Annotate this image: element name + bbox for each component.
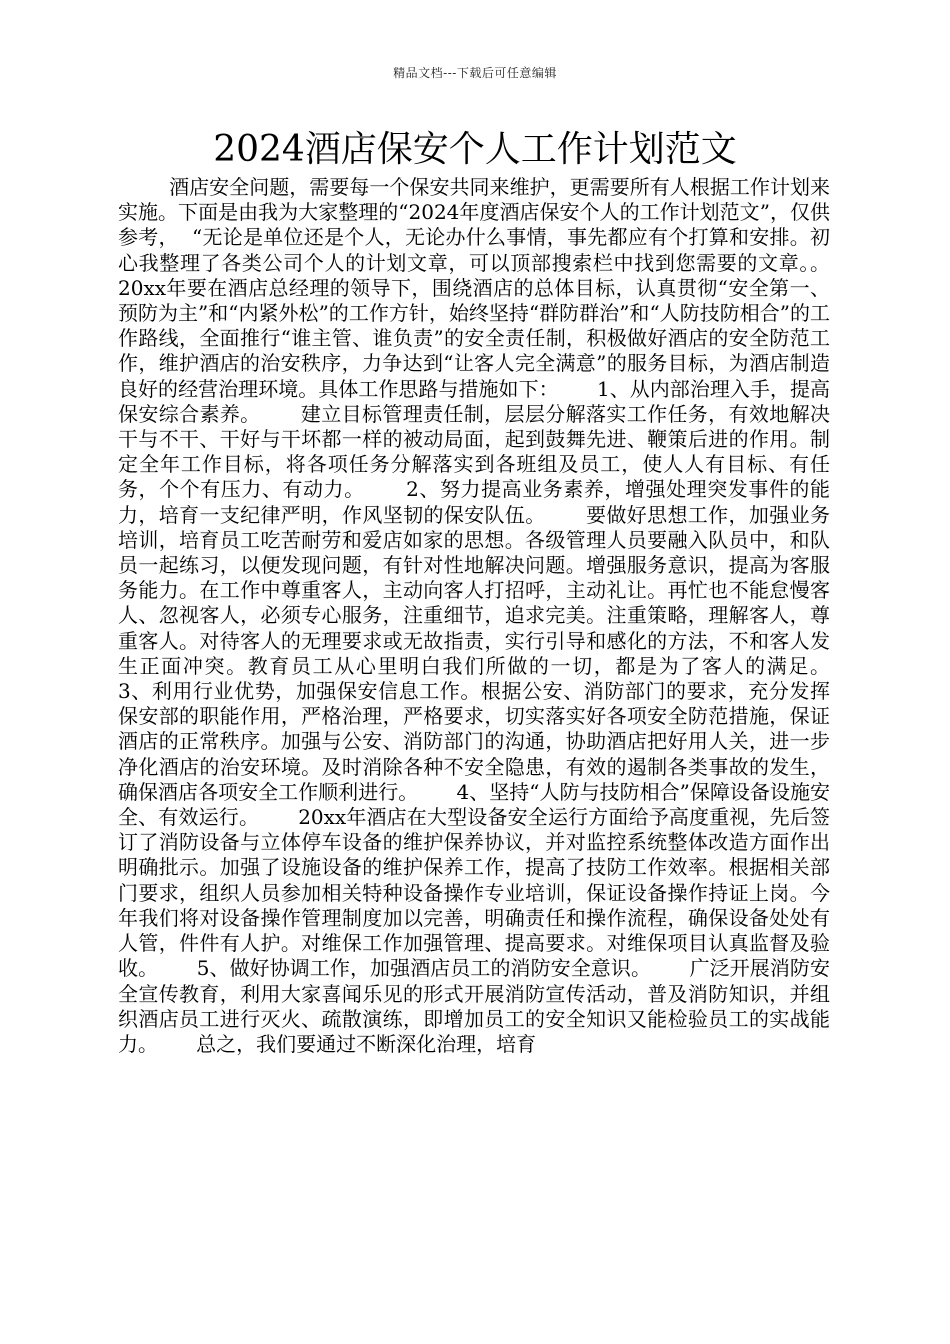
document-body-text: 酒店安全问题，需要每一个保安共同来维护，更需要所有人根据工作计划来实施。下面是由我为大家整理的“2024年度酒店保安个人的工作计划范文”，仅供参考， “无论是单位还是个人，无论办什么事情，事先都应有个打算和安排。初心我整理了各类公司个人的计划文章，可以顶部搜索栏中找到您需要的文章。。 20xx年要在酒店总经理的领导下，围绕酒店的总体目标，认真贯彻“安全第一、预防为主”和“内紧外松”的工作方针，始终坚持“群防群治”和“人防技防相合”的工作路线，全面推行“谁主管、谁负责”的安全责任制，积极做好酒店的安全防范工作，维护酒店的治安秩序，力争达到“让客人完全满意”的服务目标，为酒店制造良好的经营治理环境。具体工作思路与措施如下： 1、从内部治理入手，提高保安综合素养。 建立目标管理责任制，层层分解落实工作任务，有效地解决干与不干、干好与干坏都一样的被动局面，起到鼓舞先进、鞭策后进的作用。制定全年工作目标，将各项任务分解落实到各班组及员工，使人人有目标、有任务，个个有压力、有动力。 2、努力提高业务素养，增强处理突发事件的能力，培育一支纪律严明，作风坚韧的保安队伍。 要做好思想工作，加强业务培训，培育员工吃苦耐劳和爱店如家的思想。各级管理人员要融入队员中，和队员一起练习，以便发现问题，有针对性地解决问题。增强服务意识，提高为客服务能力。在工作中尊重客人，主动向客人打招呼，主动礼让。再忙也不能怠慢客人、忽视客人，必须专心服务，注重细节，追求完美。注重策略，理解客人，尊重客人。对待客人的无理要求或无故指责，实行引导和感化的方法，不和客人发生正面冲突。教育员工从心里明白我们所做的一切，都是为了客人的满足。 3、利用行业优势，加强保安信息工作。根据公安、消防部门的要求，充分发挥保安部的职能作用，严格治理，严格要求，切实落实好各项安全防范措施，保证酒店的正常秩序。加强与公安、消防部门的沟通，协助酒店把好用人关，进一步净化酒店的治安环境。及时消除各种不安全隐患，有效的遏制各类事故的发生，确保酒店各项安全工作顺利进行。 4、坚持“人防与技防相合”保障设备设施安全、有效运行。 20xx年酒店在大型设备安全运行方面给予高度重视，先后签订了消防设备与立体停车设备的维护保养协议，并对监控系统整体改造方面作出明确批示。加强了设施设备的维护保养工作，提高了技防工作效率。根据相关部门要求，组织人员参加相关特种设备操作专业培训，保证设备操作持证上岗。今年我们将对设备操作管理制度加以完善，明确责任和操作流程，确保设备处处有人管，件件有人护。对维保工作加强管理、提高要求。对维保项目认真监督及验收。 5、做好协调工作，加强酒店员工的消防安全意识。 广泛开展消防安全宣传教育，利用大家喜闻乐见的形式开展消防宣传活动，普及消防知识，并组织酒店员工进行灭火、疏散演练，即增加员工的安全知识又能检验员工的实战能力。 总之，我们要通过不断深化治理，培育 <box>118 175 869 1056</box>
document-title: 2024酒店保安个人工作计划范文 <box>213 129 737 170</box>
page-header: 精品文档---下载后可任意编辑 <box>393 66 557 80</box>
